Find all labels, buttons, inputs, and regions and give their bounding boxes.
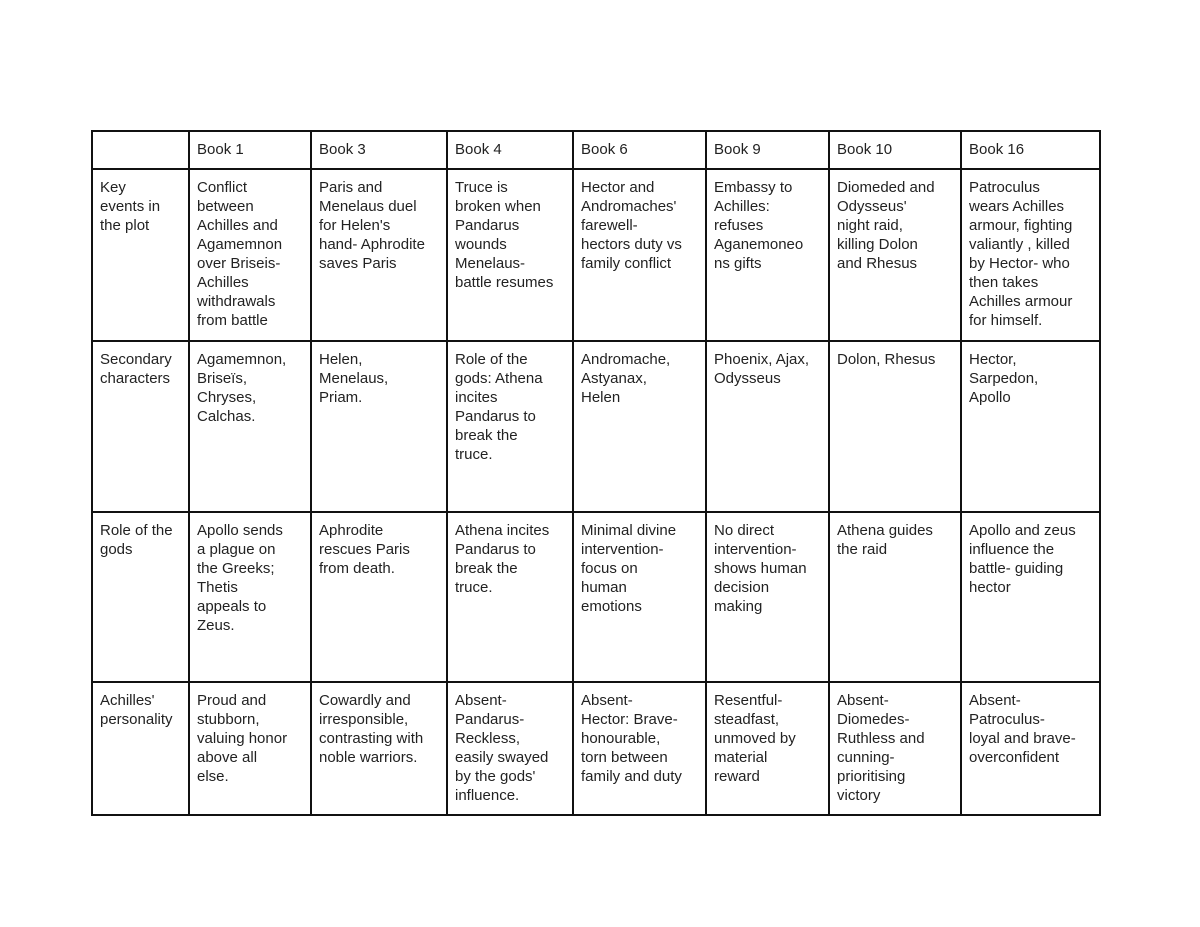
header-row (92, 131, 1100, 169)
cell-personality-book-1: Proud and stubborn, valuing honor above all else. (189, 682, 311, 815)
header-cell-book-3: Book 3 (311, 131, 447, 169)
cell-gods-book-3: Aphrodite rescues Paris from death. (311, 512, 447, 682)
cell-personality-book-16: Absent- Patroculus- loyal and brave- overconfident (961, 682, 1100, 815)
row-label-achilles-personality: Achilles' personality (92, 682, 189, 815)
cell-secondary-book-3: Helen, Menelaus, Priam. (311, 341, 447, 512)
cell-key-events-book-6: Hector and Andromaches' farewell- hectors duty vs family conflict (573, 169, 706, 341)
cell-key-events-book-10: Diomeded and Odysseus' night raid, killing Dolon and Rhesus (829, 169, 961, 341)
cell-key-events-book-9: Embassy to Achilles: refuses Aganemoneo ns gifts (706, 169, 829, 341)
cell-personality-book-3: Cowardly and irresponsible, contrasting with noble warriors. (311, 682, 447, 815)
row-label-role-of-gods: Role of the gods (92, 512, 189, 682)
cell-personality-book-6: Absent- Hector: Brave- honourable, torn between family and duty (573, 682, 706, 815)
header-corner-cell (92, 131, 189, 169)
cell-key-events-book-16: Patroculus wears Achilles armour, fighting valiantly , killed by Hector- who then takes Achilles armour for himself. (961, 169, 1100, 341)
cell-secondary-book-4: Role of the gods: Athena incites Pandarus to break the truce. (447, 341, 573, 512)
header-cell-book-1: Book 1 (189, 131, 311, 169)
cell-gods-book-6: Minimal divine intervention- focus on human emotions (573, 512, 706, 682)
cell-key-events-book-4: Truce is broken when Pandarus wounds Menelaus- battle resumes (447, 169, 573, 341)
cell-personality-book-9: Resentful- steadfast, unmoved by material reward (706, 682, 829, 815)
row-label-secondary-characters: Secondary characters (92, 341, 189, 512)
table-row-key-events (92, 169, 1100, 341)
cell-key-events-book-1: Conflict between Achilles and Agamemnon over Briseis- Achilles withdrawals from battle (189, 169, 311, 341)
cell-secondary-book-6: Andromache, Astyanax, Helen (573, 341, 706, 512)
cell-key-events-book-3: Paris and Menelaus duel for Helen's hand- Aphrodite saves Paris (311, 169, 447, 341)
row-label-key-events: Key events in the plot (92, 169, 189, 341)
cell-gods-book-16: Apollo and zeus influence the battle- guiding hector (961, 512, 1100, 682)
table-row-achilles-personality (92, 682, 1100, 815)
header-cell-book-16: Book 16 (961, 131, 1100, 169)
cell-secondary-book-16: Hector, Sarpedon, Apollo (961, 341, 1100, 512)
cell-gods-book-10: Athena guides the raid (829, 512, 961, 682)
cell-gods-book-1: Apollo sends a plague on the Greeks; Thetis appeals to Zeus. (189, 512, 311, 682)
cell-personality-book-10: Absent- Diomedes- Ruthless and cunning- prioritising victory (829, 682, 961, 815)
cell-secondary-book-1: Agamemnon, Briseïs, Chryses, Calchas. (189, 341, 311, 512)
header-cell-book-9: Book 9 (706, 131, 829, 169)
cell-personality-book-4: Absent- Pandarus- Reckless, easily swayed by the gods' influence. (447, 682, 573, 815)
header-cell-book-4: Book 4 (447, 131, 573, 169)
cell-gods-book-4: Athena incites Pandarus to break the truce. (447, 512, 573, 682)
cell-gods-book-9: No direct intervention- shows human decision making (706, 512, 829, 682)
table-row-role-of-gods (92, 512, 1100, 682)
iliad-books-table (91, 130, 1101, 816)
table-row-secondary-characters (92, 341, 1100, 512)
cell-secondary-book-9: Phoenix, Ajax, Odysseus (706, 341, 829, 512)
header-cell-book-10: Book 10 (829, 131, 961, 169)
header-cell-book-6: Book 6 (573, 131, 706, 169)
cell-secondary-book-10: Dolon, Rhesus (829, 341, 961, 512)
